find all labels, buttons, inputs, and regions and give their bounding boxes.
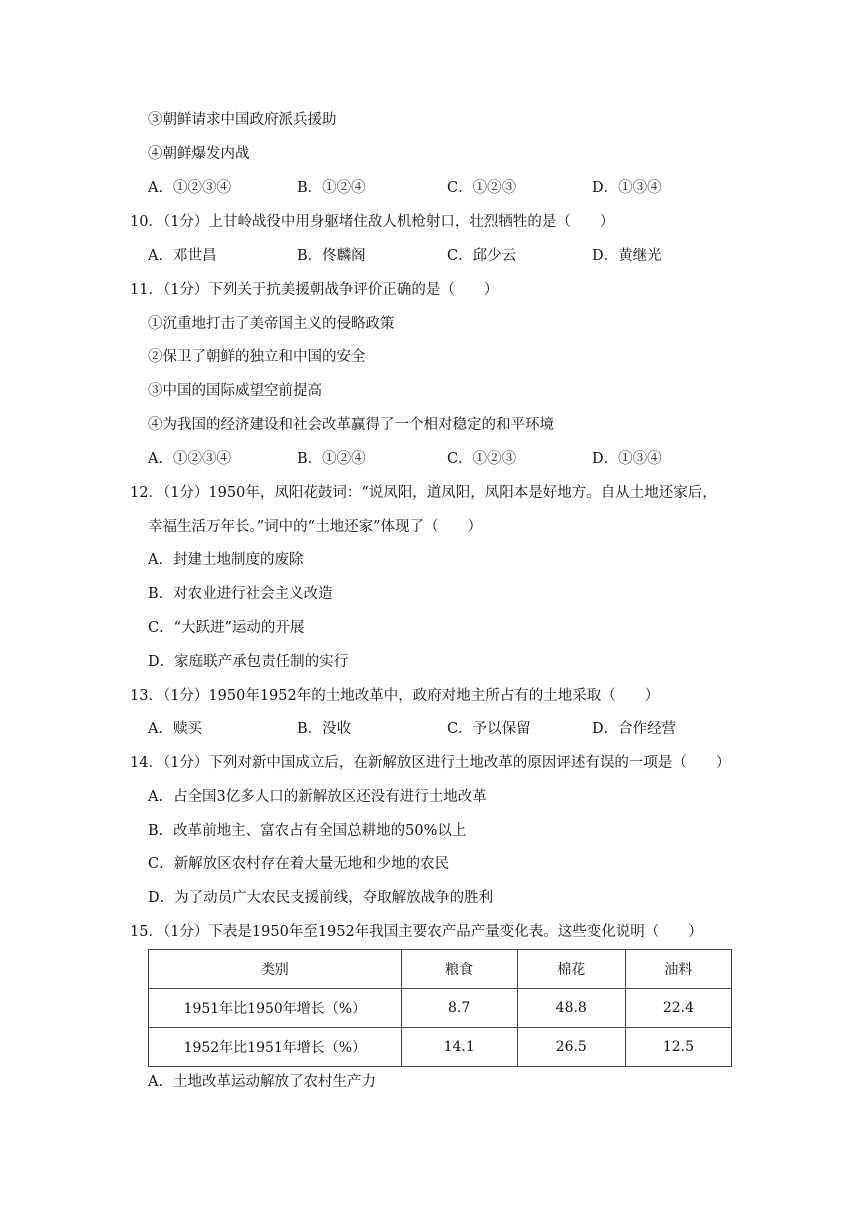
q14-option-d[interactable]: D．为了动员广大农民支援前线，夺取解放战争的胜利	[148, 890, 494, 906]
q13-option-b[interactable]: B．没收	[297, 721, 352, 737]
q12-option-c[interactable]: C．“大跃进”运动的开展	[148, 620, 305, 636]
q11-option-d[interactable]: D．①③④	[592, 451, 662, 467]
q9-item-4: ④朝鲜爆发内战	[148, 146, 250, 162]
q10-option-d[interactable]: D．黄继光	[592, 248, 662, 264]
q15-option-a[interactable]: A．土地改革运动解放了农村生产力	[148, 1074, 376, 1090]
q14-option-a[interactable]: A．占全国3亿多人口的新解放区还没有进行土地改革	[148, 789, 487, 805]
q15-stem: 15．（1分）下表是1950年至1952年我国主要农产品产量变化表。这些变化说明（ ）	[130, 924, 703, 940]
q11-option-b[interactable]: B．①②④	[297, 451, 366, 467]
q9-option-a[interactable]: A．①②③④	[148, 180, 231, 196]
table-cell: 12.5	[625, 1028, 731, 1067]
table-row	[149, 989, 732, 1028]
q13-option-a[interactable]: A．赎买	[148, 721, 202, 737]
q10-option-a[interactable]: A．邓世昌	[148, 248, 217, 264]
q11-option-c[interactable]: C．①②③	[447, 451, 517, 467]
table-cell: 1951年比1950年增长（%）	[149, 989, 402, 1028]
table-row	[149, 1028, 732, 1067]
q12-stem-line1: 12．（1分）1950年，凤阳花鼓词：“说凤阳，道凤阳，凤阳本是好地方。自从土地还家后，	[130, 485, 717, 501]
table-cell: 22.4	[625, 989, 731, 1028]
q10-option-b[interactable]: B．佟麟阁	[297, 248, 366, 264]
q14-stem: 14．（1分）下列对新中国成立后，在新解放区进行土地改革的原因评述有误的一项是（ ）	[130, 755, 731, 771]
q13-stem: 13．（1分）1950年1952年的土地改革中，政府对地主所占有的土地采取（ ）	[130, 688, 660, 704]
table-cell: 48.8	[517, 989, 625, 1028]
table-header-cell: 棉花	[517, 950, 625, 989]
table-cell: 26.5	[517, 1028, 625, 1067]
q9-option-c[interactable]: C．①②③	[447, 180, 517, 196]
q9-item-3: ③朝鲜请求中国政府派兵援助	[148, 112, 337, 128]
q12-option-d[interactable]: D．家庭联产承包责任制的实行	[148, 654, 349, 670]
table-header-cell: 油料	[625, 950, 731, 989]
q12-option-b[interactable]: B．对农业进行社会主义改造	[148, 586, 333, 602]
q12-option-a[interactable]: A．封建土地制度的废除	[148, 552, 304, 568]
q11-item-4: ④为我国的经济建设和社会改革赢得了一个相对稳定的和平环境	[148, 417, 554, 433]
q12-stem-line2: 幸福生活万年长。”词中的“土地还家”体现了（ ）	[148, 519, 482, 535]
q11-stem: 11．（1分）下列关于抗美援朝战争评价正确的是（ ）	[130, 282, 499, 298]
q10-option-c[interactable]: C．邱少云	[447, 248, 517, 264]
q14-option-b[interactable]: B．改革前地主、富农占有全国总耕地的50%以上	[148, 823, 467, 839]
q14-option-c[interactable]: C．新解放区农村存在着大量无地和少地的农民	[148, 856, 450, 872]
q13-option-d[interactable]: D．合作经营	[592, 721, 677, 737]
q9-option-d[interactable]: D．①③④	[592, 180, 662, 196]
q11-option-a[interactable]: A．①②③④	[148, 451, 231, 467]
q9-option-b[interactable]: B．①②④	[297, 180, 366, 196]
q11-item-1: ①沉重地打击了美帝国主义的侵略政策	[148, 316, 395, 332]
q15-production-table	[148, 949, 732, 1067]
table-header-cell: 粮食	[401, 950, 517, 989]
q10-stem: 10．（1分）上甘岭战役中用身躯堵住敌人机枪射口，壮烈牺牲的是（ ）	[130, 214, 615, 230]
table-cell: 1952年比1951年增长（%）	[149, 1028, 402, 1067]
table-cell: 14.1	[401, 1028, 517, 1067]
q11-item-2: ②保卫了朝鲜的独立和中国的安全	[148, 349, 366, 365]
table-cell: 8.7	[401, 989, 517, 1028]
q11-item-3: ③中国的国际威望空前提高	[148, 383, 322, 399]
table-header-cell: 类别	[149, 950, 402, 989]
q13-option-c[interactable]: C．予以保留	[447, 721, 531, 737]
table-header-row	[149, 950, 732, 989]
